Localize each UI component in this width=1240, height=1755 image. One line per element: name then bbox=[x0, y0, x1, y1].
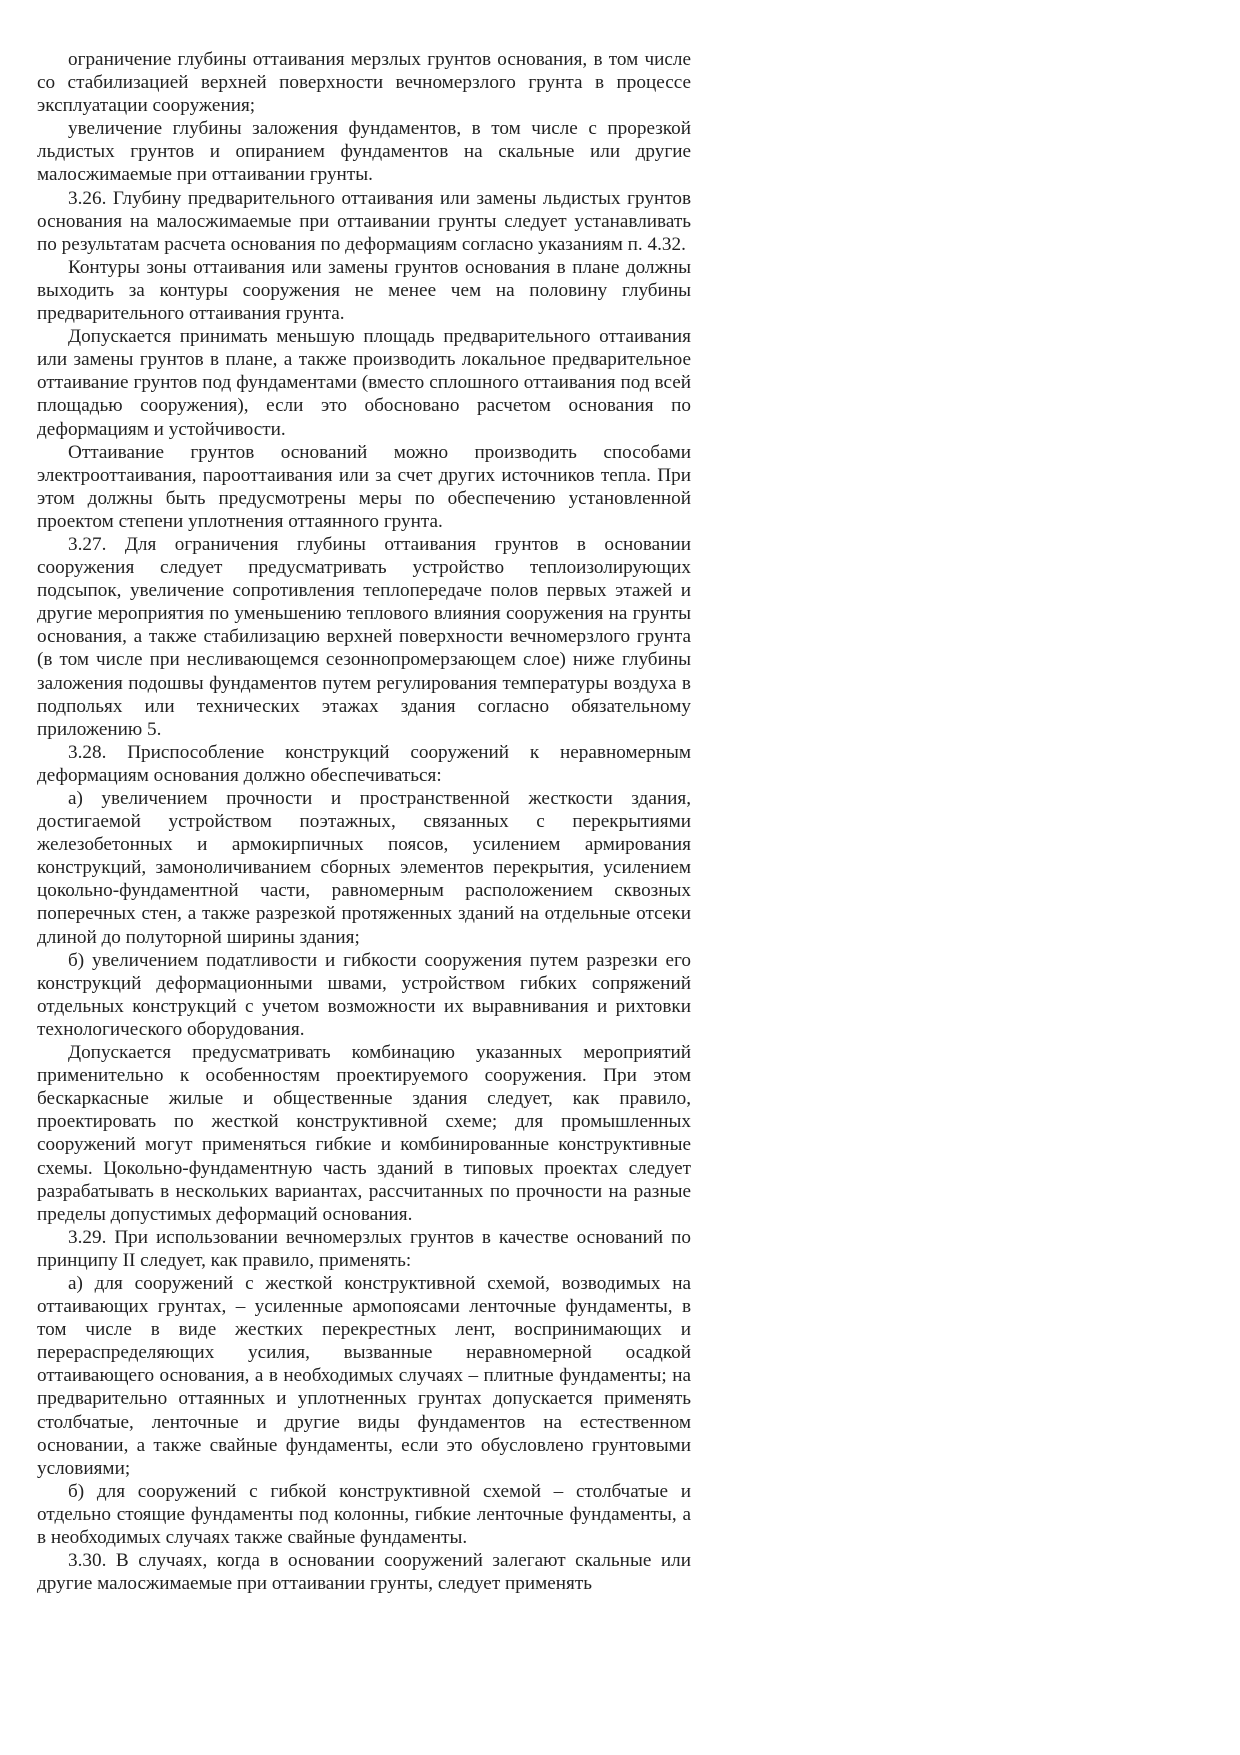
list-item-a: а) увеличением прочности и пространственной жесткости здания, достигаемой устройством поэтажных, связанных с перекрытиями железобетонных и армокирпичных поясов, усилением армирования конструкций, замоноличиванием сборных элементов перекрытия, усилением цокольно-фундаментной части, равномерным расположением сквозных поперечных стен, а также разрезкой протяженных зданий на отдельные отсеки длиной до полуторной ширины здания; bbox=[37, 788, 691, 948]
paragraph-3-29: 3.29. При использовании вечномерзлых грунтов в качестве оснований по принципу II следует, как правило, применять: bbox=[37, 1226, 691, 1271]
list-item-b: б) увеличением податливости и гибкости сооружения путем разрезки его конструкций деформационными швами, устройством гибких сопряжений отдельных конструкций с учетом возможности их выравнивания и рихтовки технологического оборудования. bbox=[37, 949, 691, 1040]
list-item-a: а) для сооружений с жесткой конструктивной схемой, возводимых на оттаивающих грунтах, – усиленные армопоясами ленточные фундаменты, в том числе в виде жестких перекрестных лент, воспринимающих и перераспределяющих усилия, вызванные неравномерной осадкой оттаивающего основания, а в необходимых случаях – плитные фундаменты; на предварительно оттаянных и уплотненных грунтах допускается применять столбчатые, ленточные и другие виды фундаментов на естественном основании, а также свайные фундаменты, если это обусловлено грунтовыми условиями; bbox=[37, 1272, 691, 1479]
paragraph: Допускается предусматривать комбинацию указанных мероприятий применительно к особенностям проектируемого сооружения. При этом бескаркасные жилые и общественные здания следует, как правило, проектировать по жесткой конструктивной схеме; для промышленных сооружений могут применяться гибкие и комбинированные конструктивные схемы. Цокольно-фундаментную часть зданий в типовых проектах следует разрабатывать в нескольких вариантах, рассчитанных по прочности на разные пределы допустимых деформаций основания. bbox=[37, 1042, 691, 1225]
paragraph-3-28: 3.28. Приспособление конструкций сооружений к неравномерным деформациям основания должно обеспечиваться: bbox=[37, 741, 691, 786]
paragraph-3-30: 3.30. В случаях, когда в основании сооружений залегают скальные или другие малосжимаемые при оттаивании грунты, следует применять bbox=[37, 1550, 691, 1595]
list-item-b: б) для сооружений с гибкой конструктивной схемой – столбчатые и отдельно стоящие фундаменты под колонны, гибкие ленточные фундаменты, а в необходимых случаях также свайные фундаменты. bbox=[37, 1480, 691, 1548]
paragraph: Контуры зоны оттаивания или замены грунтов основания в плане должны выходить за контуры сооружения не менее чем на половину глубины предварительного оттаивания грунта. bbox=[37, 256, 691, 325]
paragraph: ограничение глубины оттаивания мерзлых грунтов основания, в том числе со стабилизацией верхней поверхности вечномерзлого грунта в процессе эксплуатации сооружения; bbox=[37, 49, 691, 117]
document-page bbox=[37, 48, 691, 1595]
paragraph: увеличение глубины заложения фундаментов, в том числе с прорезкой льдистых грунтов и опиранием фундаментов на скальные или другие малосжимаемые при оттаивании грунты. bbox=[37, 118, 691, 186]
paragraph-3-27: 3.27. Для ограничения глубины оттаивания грунтов в основании сооружения следует предусматривать устройство теплоизолирующих подсыпок, увеличение сопротивления теплопередаче полов первых этажей и другие мероприятия по уменьшению теплового влияния сооружения на грунты основания, а также стабилизацию верхней поверхности вечномерзлого грунта (в том числе при несливающемся сезоннопромерзающем слое) ниже глубины заложения подошвы фундаментов путем регулирования температуры воздуха в подпольях или технических этажах здания согласно обязательному приложению 5. bbox=[37, 533, 691, 740]
paragraph: Допускается принимать меньшую площадь предварительного оттаивания или замены грунтов в плане, а также производить локальное предварительное оттаивание грунтов под фундаментами (вместо сплошного оттаивания под всей площадью сооружения), если это обосновано расчетом основания по деформациям и устойчивости. bbox=[37, 326, 691, 440]
paragraph-3-26: 3.26. Глубину предварительного оттаивания или замены льдистых грунтов основания на малосжимаемые при оттаивании грунты следует устанавливать по результатам расчета основания по деформациям согласно указаниям п. 4.32. bbox=[37, 187, 691, 255]
paragraph: Оттаивание грунтов оснований можно производить способами электрооттаивания, парооттаивания или за счет других источников тепла. При этом должны быть предусмотрены меры по обеспечению установленной проектом степени уплотнения оттаянного грунта. bbox=[37, 441, 691, 532]
